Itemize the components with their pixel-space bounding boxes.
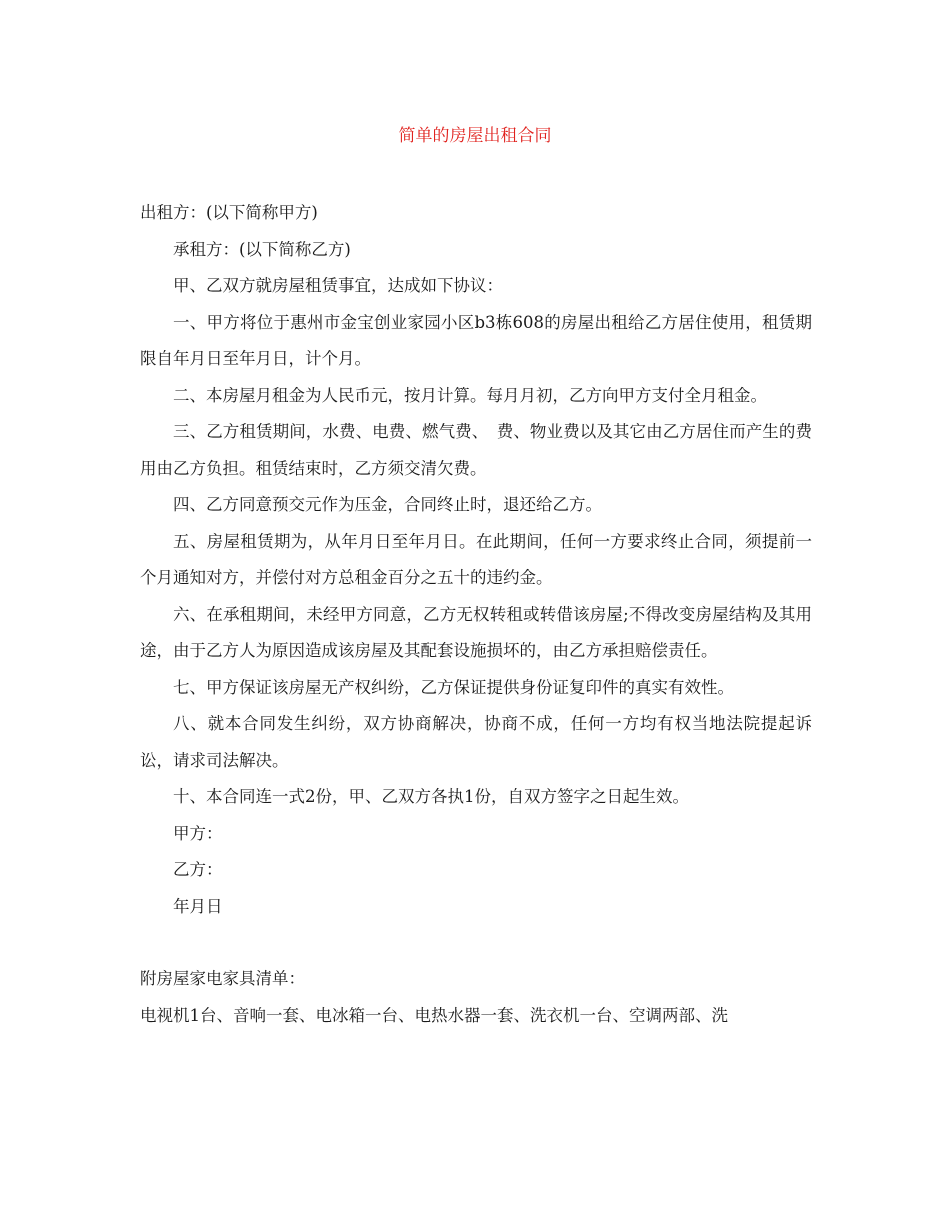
document-title: 简单的房屋出租合同 [398,126,552,146]
party-a-signature-line: 甲方： [173,823,223,843]
document-body [140,195,812,1034]
clause-8: 八、就本合同发生纠纷，双方协商解决，协商不成，任何一方均有权当地法院提起诉讼，请求司法解决。 [140,714,812,770]
clause-7: 七、甲方保证该房屋无产权纠纷，乙方保证提供身份证复印件的真实有效性。 [173,677,734,697]
clause-4: 四、乙方同意预交元作为压金，合同终止时，退还给乙方。 [173,495,602,514]
party-b-signature-line: 乙方： [173,860,223,879]
date-line: 年月日 [173,896,223,916]
lessee-line: 承租方：(以下简称乙方) [173,239,351,259]
clause-2: 二、本房屋月租金为人民币元，按月计算。每月月初，乙方向甲方支付全月租金。 [173,385,767,405]
spacer [140,925,812,961]
appendix-items: 电视机1台、音响一套、电冰箱一台、电热水器一套、洗衣机一台、空调两部、洗 [140,1005,728,1025]
clause-3: 三、乙方租赁期间，水费、电费、燃气费、 费、物业费以及其它由乙方居住而产生的费用由乙方负担。租赁结束时，乙方须交清欠费。 [140,422,812,478]
clause-1: 一、甲方将位于惠州市金宝创业家园小区b3栋608的房屋出租给乙方居住使用，租赁期限自年月日至年月日，计个月。 [140,312,812,368]
intro-paragraph: 甲、乙双方就房屋租赁事宜，达成如下协议： [173,276,503,295]
clause-5: 五、房屋租赁期为，从年月日至年月日。在此期间，任何一方要求终止合同，须提前一个月通知对方，并偿付对方总租金百分之五十的违约金。 [140,531,812,587]
clause-10: 十、本合同连一式2份，甲、乙双方各执1份，自双方签字之日起生效。 [173,787,689,806]
clause-6: 六、在承租期间，未经甲方同意，乙方无权转租或转借该房屋;不得改变房屋结构及其用途，由于乙方人为原因造成该房屋及其配套设施损坏的，由乙方承担赔偿责任。 [140,604,812,660]
lessor-line: 出租方：(以下简称甲方) [140,203,318,222]
appendix-title: 附房屋家电家具清单： [140,969,305,988]
